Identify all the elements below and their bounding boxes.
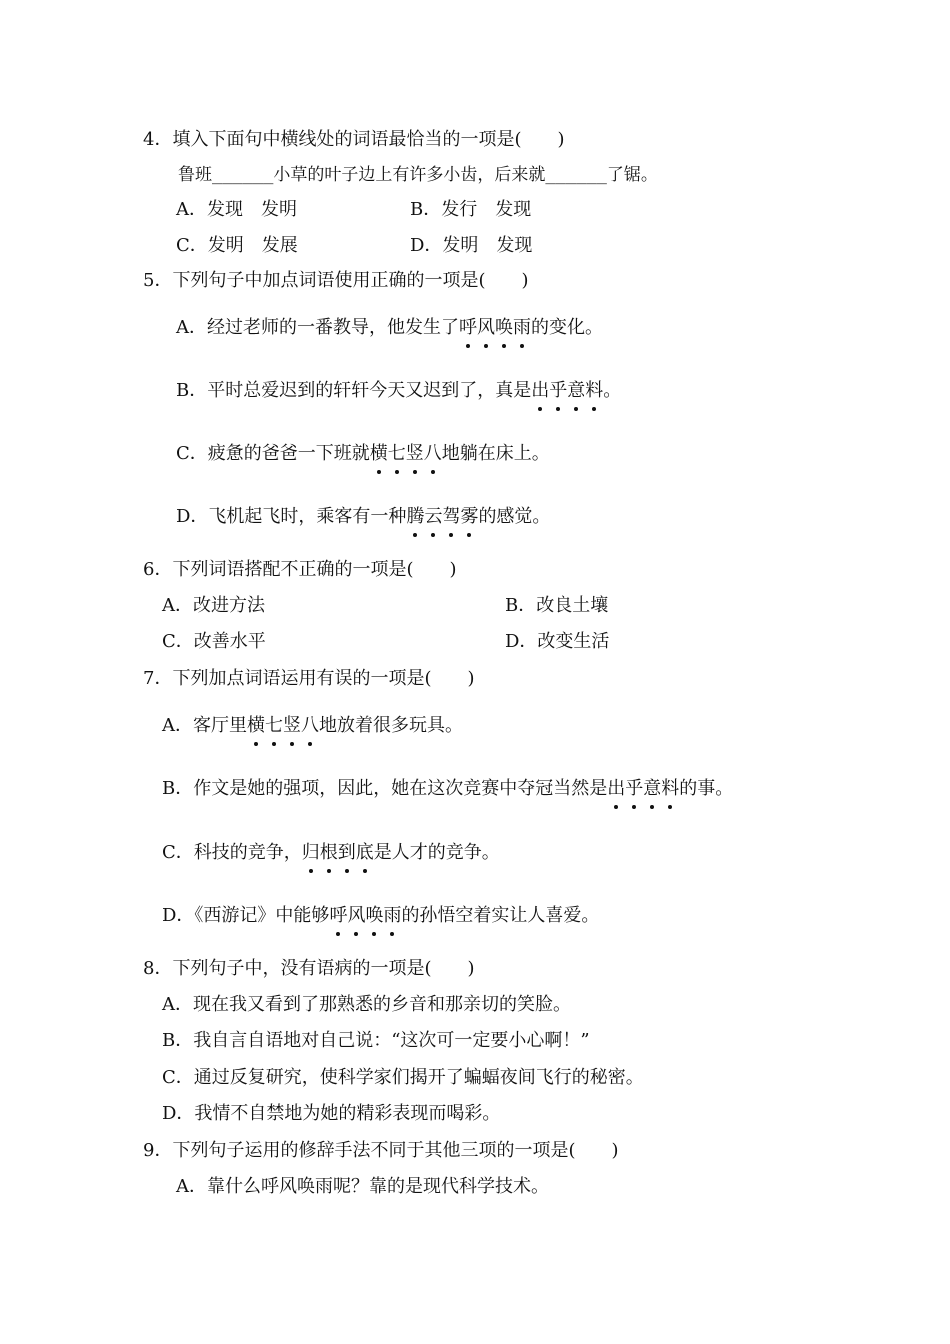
emphasis-char: 风 (347, 905, 366, 926)
emphasis-char: 出 (531, 380, 550, 401)
q7-c-post: 是人才的竞争。 (373, 842, 500, 863)
q5-option-c (176, 443, 550, 465)
emphasis-char: 底 (355, 842, 374, 863)
q7-d-pre: D．《西游记》中能够 (162, 905, 330, 926)
emphasis-char: 唤 (495, 317, 513, 338)
emphasis-char: 雾 (460, 506, 479, 527)
q9-stem: 9．下列句子运用的修辞手法不同于其他三项的一项是( ) (143, 1140, 619, 1161)
emphasis-char: 八 (301, 715, 319, 736)
q8-stem: 8．下列句子中，没有语病的一项是( ) (143, 958, 475, 979)
q8-option-a: A．现在我又看到了那熟悉的乡音和那亲切的笑脸。 (162, 994, 571, 1015)
emphasis-char: 雨 (513, 317, 531, 338)
q4-option-a: A．发现 发明 (176, 199, 297, 220)
emphasis-char: 呼 (459, 317, 477, 338)
emphasis-char: 竖 (283, 715, 301, 736)
q5-c-post: 地躺在床上。 (441, 443, 550, 464)
q6-option-a: A．改进方法 (162, 595, 265, 616)
q5-a-post: 的变化。 (531, 317, 603, 338)
q7-a-post: 地放着很多玩具。 (319, 715, 463, 736)
emphasis-char: 驾 (442, 506, 461, 527)
q4-sentence: 鲁班______小草的叶子边上有许多小齿，后来就______了锯。 (178, 165, 658, 185)
emphasis-char: 意 (567, 380, 586, 401)
emphasis-char: 横 (369, 443, 388, 464)
q7-d-post: 的孙悟空着实让人喜爱。 (401, 905, 600, 926)
q5-a-pre: A．经过老师的一番教导，他发生了 (176, 317, 459, 338)
q5-b-post: 。 (603, 380, 622, 401)
q5-d-pre: D．飞机起飞时，乘客有一种 (176, 506, 407, 527)
q7-option-b (162, 778, 733, 800)
q7-option-c (162, 842, 500, 864)
q7-option-a (162, 715, 463, 737)
emphasis-char: 唤 (365, 905, 384, 926)
emphasis-char: 八 (423, 443, 442, 464)
q5-stem: 5．下列句子中加点词语使用正确的一项是( ) (143, 270, 529, 291)
q4-option-c: C．发明 发展 (176, 235, 298, 256)
emphasis-char: 风 (477, 317, 495, 338)
emphasis-char: 归 (301, 842, 320, 863)
q6-option-b: B．改良土壤 (505, 595, 609, 616)
q8-option-c: C．通过反复研究，使科学家们揭开了蝙蝠夜间飞行的秘密。 (162, 1067, 644, 1088)
q8-option-d: D．我情不自禁地为她的精彩表现而喝彩。 (162, 1103, 501, 1124)
emphasis-char: 雨 (383, 905, 402, 926)
emphasis-char: 乎 (625, 778, 644, 799)
emphasis-char: 云 (424, 506, 443, 527)
q7-a-pre: A．客厅里 (162, 715, 247, 736)
q7-c-pre: C．科技的竞争， (162, 842, 302, 863)
q4-option-b: B．发行 发现 (410, 199, 532, 220)
q5-b-pre: B．平时总爱迟到的轩轩今天又迟到了，真是 (176, 380, 532, 401)
emphasis-char: 七 (387, 443, 406, 464)
emphasis-char: 乎 (549, 380, 568, 401)
emphasis-char: 出 (607, 778, 626, 799)
emphasis-char: 竖 (405, 443, 424, 464)
q9-option-a: A．靠什么呼风唤雨呢？靠的是现代科学技术。 (176, 1176, 549, 1197)
q5-option-a (176, 317, 603, 339)
q5-d-post: 的感觉。 (478, 506, 551, 527)
emphasis-char: 腾 (406, 506, 425, 527)
q8-option-b: B．我自言自语地对自己说：“这次可一定要小心啊！” (162, 1030, 590, 1051)
emphasis-char: 根 (319, 842, 338, 863)
q7-option-d (162, 905, 599, 927)
emphasis-char: 到 (337, 842, 356, 863)
q6-option-d: D．改变生活 (505, 631, 610, 652)
q6-option-c: C．改善水平 (162, 631, 266, 652)
q5-option-b (176, 380, 621, 402)
emphasis-char: 七 (265, 715, 283, 736)
emphasis-char: 料 (661, 778, 680, 799)
emphasis-char: 呼 (329, 905, 348, 926)
q7-stem: 7．下列加点词语运用有误的一项是( ) (143, 668, 475, 689)
q7-b-pre: B．作文是她的强项，因此，她在这次竞赛中夺冠当然是 (162, 778, 608, 799)
q5-c-pre: C．疲惫的爸爸一下班就 (176, 443, 370, 464)
q4-stem: 4．填入下面句中横线处的词语最恰当的一项是( ) (143, 129, 565, 150)
q6-stem: 6．下列词语搭配不正确的一项是( ) (143, 559, 457, 580)
q4-option-d: D．发明 发现 (410, 235, 533, 256)
emphasis-char: 料 (585, 380, 604, 401)
q5-option-d (176, 506, 550, 528)
emphasis-char: 意 (643, 778, 662, 799)
q7-b-post: 的事。 (679, 778, 734, 799)
emphasis-char: 横 (247, 715, 265, 736)
